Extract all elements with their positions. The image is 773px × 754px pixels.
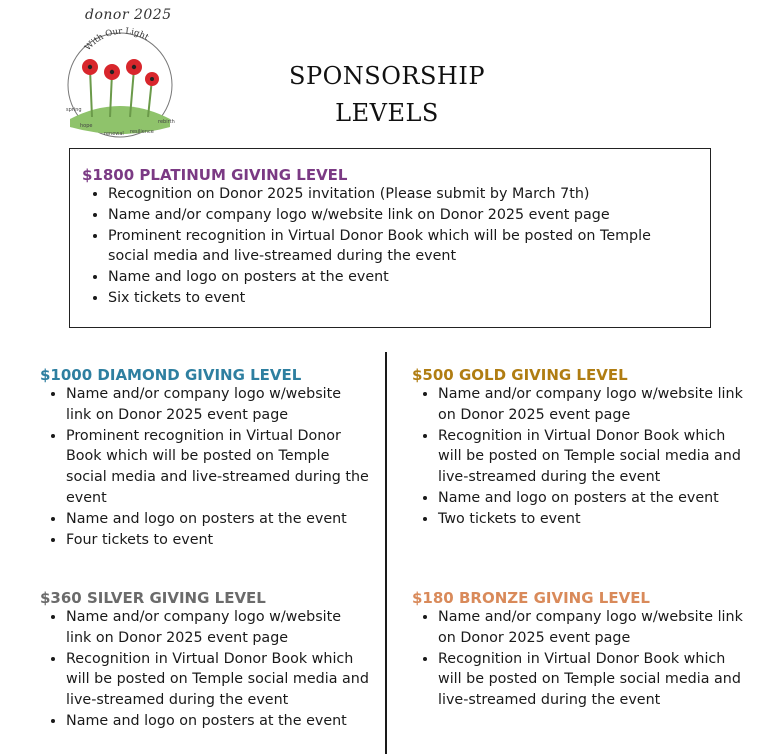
logo-word-5: rebirth <box>158 119 175 125</box>
column-divider <box>385 352 387 754</box>
silver-level-section <box>40 589 370 732</box>
platinum-level-heading: $1800 PLATINUM GIVING LEVEL <box>82 166 348 184</box>
donor-2025-logo <box>60 5 195 145</box>
benefit-item: • Recognition on Donor 2025 invitation (Please submit by March 7th) <box>108 184 692 205</box>
logo-word-4: resilience <box>130 129 154 135</box>
benefit-item: • Name and/or company logo w/website link on Donor 2025 event page <box>66 384 370 426</box>
benefit-item: • Four tickets to event <box>66 530 370 551</box>
benefit-item: • Recognition in Virtual Donor Book which will be posted on Temple social media and live-streamed during the event <box>438 426 747 488</box>
platinum-benefits-list <box>82 184 692 309</box>
benefit-item: • Name and logo on posters at the event <box>108 267 692 288</box>
benefit-item: • Recognition in Virtual Donor Book which will be posted on Temple social media and live-streamed during the event <box>438 649 747 711</box>
benefit-item: • Name and/or company logo w/website link on Donor 2025 event page <box>438 607 747 649</box>
benefit-item: • Name and/or company logo w/website link on Donor 2025 event page <box>438 384 747 426</box>
logo-arc-text: With Our Light <box>83 26 151 53</box>
poppy-logo-icon <box>60 23 195 145</box>
diamond-benefits-list <box>40 384 370 550</box>
gold-level-section <box>412 366 747 530</box>
diamond-level-heading: $1000 DIAMOND GIVING LEVEL <box>40 366 302 384</box>
gold-level-heading: $500 GOLD GIVING LEVEL <box>412 366 628 384</box>
gold-benefits-list <box>412 384 747 530</box>
logo-script-text: donor 2025 <box>85 7 172 23</box>
benefit-item: • Prominent recognition in Virtual Donor Book which will be posted on Temple social media and live-streamed during the event <box>66 426 370 509</box>
silver-level-heading: $360 SILVER GIVING LEVEL <box>40 589 266 607</box>
logo-word-2: hope <box>80 123 93 129</box>
benefit-item: • Name and/or company logo w/website link on Donor 2025 event page <box>108 205 692 226</box>
silver-benefits-list <box>40 607 370 732</box>
logo-word-3: renewal <box>104 131 124 137</box>
page-title <box>270 58 504 132</box>
platinum-level-section <box>82 166 692 309</box>
benefit-item: • Six tickets to event <box>108 288 692 309</box>
diamond-level-section <box>40 366 370 550</box>
title-line-1: SPONSORSHIP <box>289 62 485 90</box>
benefit-item: • Two tickets to event <box>438 509 747 530</box>
bronze-benefits-list <box>412 607 747 711</box>
benefit-item: • Recognition in Virtual Donor Book which will be posted on Temple social media and live-streamed during the event <box>66 649 370 711</box>
logo-word-1: spring <box>66 107 82 113</box>
benefit-item: • Name and/or company logo w/website link on Donor 2025 event page <box>66 607 370 649</box>
bronze-level-section <box>412 589 747 711</box>
benefit-item: • Prominent recognition in Virtual Donor Book which will be posted on Temple social media and live-streamed during the event <box>108 226 692 268</box>
benefit-item: • Name and logo on posters at the event <box>438 488 747 509</box>
benefit-item: • Name and logo on posters at the event <box>66 711 370 732</box>
bronze-level-heading: $180 BRONZE GIVING LEVEL <box>412 589 650 607</box>
title-line-2: LEVELS <box>335 99 439 127</box>
benefit-item: • Name and logo on posters at the event <box>66 509 370 530</box>
